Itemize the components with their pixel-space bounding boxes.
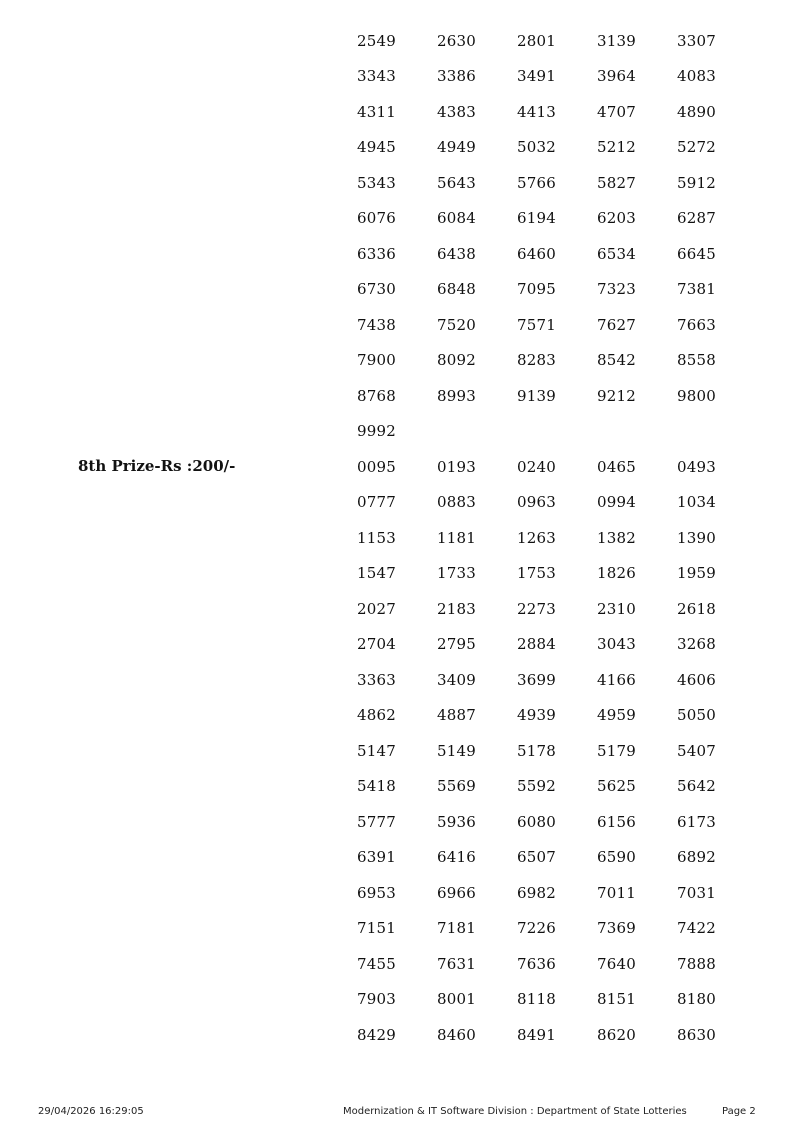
- winning-number: 5272: [677, 138, 716, 157]
- winning-number: 5343: [357, 173, 396, 192]
- number-row: [357, 130, 757, 166]
- number-row: [357, 449, 757, 485]
- winning-number: 1034: [677, 493, 716, 512]
- number-row: [357, 236, 757, 272]
- winning-number: 8460: [437, 1025, 476, 1044]
- winning-number: 7888: [677, 954, 716, 973]
- winning-number: 3386: [437, 67, 476, 86]
- winning-number: 3139: [597, 31, 636, 50]
- winning-number: 6336: [357, 244, 396, 263]
- winning-number: 7422: [677, 919, 716, 938]
- winning-number: 9212: [597, 386, 636, 405]
- winning-number: 8180: [677, 990, 716, 1009]
- winning-number: 8620: [597, 1025, 636, 1044]
- winning-number: 2310: [597, 599, 636, 618]
- winning-number: 1733: [437, 564, 476, 583]
- winning-number: 6848: [437, 280, 476, 299]
- winning-number: 5032: [517, 138, 556, 157]
- prize-label: 8th Prize-Rs :200/-: [78, 457, 236, 475]
- winning-number: 2618: [677, 599, 716, 618]
- winning-number: 2273: [517, 599, 556, 618]
- winning-number: 6645: [677, 244, 716, 263]
- winning-number: 5418: [357, 777, 396, 796]
- number-row: [357, 520, 757, 556]
- winning-number: 3363: [357, 670, 396, 689]
- winning-number: 9992: [357, 422, 396, 441]
- winning-number: 1826: [597, 564, 636, 583]
- number-row: [357, 1017, 757, 1053]
- number-row: [357, 698, 757, 734]
- number-row: [357, 485, 757, 521]
- winning-number: 0240: [517, 457, 556, 476]
- winning-number: 7369: [597, 919, 636, 938]
- footer-page-number: Page 2: [722, 1106, 756, 1117]
- number-row: [357, 307, 757, 343]
- winning-number: 6203: [597, 209, 636, 228]
- winning-number: 5912: [677, 173, 716, 192]
- winning-number: 8558: [677, 351, 716, 370]
- winning-number: 6590: [597, 848, 636, 867]
- winning-number: 2801: [517, 31, 556, 50]
- winning-number: 5827: [597, 173, 636, 192]
- number-row: [357, 591, 757, 627]
- number-row: [357, 343, 757, 379]
- winning-number: 7438: [357, 315, 396, 334]
- footer-division: Modernization & IT Software Division : Department of State Lotteries: [343, 1106, 687, 1117]
- winning-number: 2795: [437, 635, 476, 654]
- winning-number: 7151: [357, 919, 396, 938]
- winning-number: 1153: [357, 528, 396, 547]
- winning-number: 1390: [677, 528, 716, 547]
- number-row: [357, 875, 757, 911]
- winning-number: 8118: [517, 990, 556, 1009]
- winning-number: 5777: [357, 812, 396, 831]
- winning-number: 8542: [597, 351, 636, 370]
- winning-number: 5569: [437, 777, 476, 796]
- winning-number: 1753: [517, 564, 556, 583]
- winning-number: 6194: [517, 209, 556, 228]
- number-row: [357, 23, 757, 59]
- winning-number: 6173: [677, 812, 716, 831]
- winning-number: 6391: [357, 848, 396, 867]
- winning-number: 8092: [437, 351, 476, 370]
- winning-number: 5407: [677, 741, 716, 760]
- winning-number: 0883: [437, 493, 476, 512]
- winning-number: 7520: [437, 315, 476, 334]
- winning-number: 7095: [517, 280, 556, 299]
- winning-number: 9139: [517, 386, 556, 405]
- winning-number: 7181: [437, 919, 476, 938]
- winning-number: 7631: [437, 954, 476, 973]
- winning-number: 5625: [597, 777, 636, 796]
- winning-number: 7455: [357, 954, 396, 973]
- winning-number: 5643: [437, 173, 476, 192]
- winning-number: 1263: [517, 528, 556, 547]
- number-row: [357, 272, 757, 308]
- winning-number: 8491: [517, 1025, 556, 1044]
- winning-number: 2630: [437, 31, 476, 50]
- winning-number: 6534: [597, 244, 636, 263]
- number-row: [357, 165, 757, 201]
- winning-number: 0777: [357, 493, 396, 512]
- winning-number: 5212: [597, 138, 636, 157]
- winning-number: 1547: [357, 564, 396, 583]
- number-row: [357, 911, 757, 947]
- winning-number: 4606: [677, 670, 716, 689]
- winning-number: 7636: [517, 954, 556, 973]
- winning-number: 5147: [357, 741, 396, 760]
- winning-number: 2884: [517, 635, 556, 654]
- winning-number: 7381: [677, 280, 716, 299]
- winning-number: 4939: [517, 706, 556, 725]
- winning-number: 4707: [597, 102, 636, 121]
- winning-number: 7640: [597, 954, 636, 973]
- winning-number: 4890: [677, 102, 716, 121]
- winning-number: 6507: [517, 848, 556, 867]
- winning-number: 8283: [517, 351, 556, 370]
- winning-numbers-grid: [357, 449, 757, 1053]
- winning-number: 5936: [437, 812, 476, 831]
- winning-number: 3343: [357, 67, 396, 86]
- winning-number: 5179: [597, 741, 636, 760]
- winning-number: 7903: [357, 990, 396, 1009]
- winning-number: 5178: [517, 741, 556, 760]
- winning-number: 4862: [357, 706, 396, 725]
- winning-number: 6287: [677, 209, 716, 228]
- winning-number: 3964: [597, 67, 636, 86]
- winning-number: 7031: [677, 883, 716, 902]
- winning-number: 0493: [677, 457, 716, 476]
- winning-number: 5149: [437, 741, 476, 760]
- winning-number: 7900: [357, 351, 396, 370]
- winning-number: 6076: [357, 209, 396, 228]
- winning-number: 6460: [517, 244, 556, 263]
- winning-number: 7571: [517, 315, 556, 334]
- winning-number: 9800: [677, 386, 716, 405]
- number-row: [357, 201, 757, 237]
- number-row: [357, 59, 757, 95]
- winning-number: 5050: [677, 706, 716, 725]
- winning-number: 5766: [517, 173, 556, 192]
- number-row: [357, 804, 757, 840]
- number-row: [357, 840, 757, 876]
- number-row: [357, 733, 757, 769]
- winning-number: 6730: [357, 280, 396, 299]
- winning-number: 2549: [357, 31, 396, 50]
- number-row: [357, 378, 757, 414]
- winning-number: 3043: [597, 635, 636, 654]
- winning-number: 2704: [357, 635, 396, 654]
- number-row: [357, 627, 757, 663]
- winning-number: 4945: [357, 138, 396, 157]
- winning-number: 8151: [597, 990, 636, 1009]
- winning-number: 6953: [357, 883, 396, 902]
- winning-number: 4949: [437, 138, 476, 157]
- number-row: [357, 982, 757, 1018]
- winning-number: 6156: [597, 812, 636, 831]
- winning-number: 0994: [597, 493, 636, 512]
- footer-datetime: 29/04/2026 16:29:05: [38, 1106, 144, 1117]
- winning-number: 0095: [357, 457, 396, 476]
- winning-number: 8429: [357, 1025, 396, 1044]
- number-row: [357, 556, 757, 592]
- winning-number: 3268: [677, 635, 716, 654]
- winning-number: 8630: [677, 1025, 716, 1044]
- winning-number: 7226: [517, 919, 556, 938]
- winning-number: 1181: [437, 528, 476, 547]
- number-row: [357, 769, 757, 805]
- winning-number: 3699: [517, 670, 556, 689]
- winning-number: 7011: [597, 883, 636, 902]
- winning-number: 2183: [437, 599, 476, 618]
- winning-number: 4887: [437, 706, 476, 725]
- winning-number: 5592: [517, 777, 556, 796]
- winning-number: 6966: [437, 883, 476, 902]
- winning-number: 4166: [597, 670, 636, 689]
- winning-number: 0193: [437, 457, 476, 476]
- winning-number: 6080: [517, 812, 556, 831]
- winning-number: 6416: [437, 848, 476, 867]
- winning-number: 7663: [677, 315, 716, 334]
- number-row: [357, 414, 757, 450]
- winning-number: 8993: [437, 386, 476, 405]
- number-row: [357, 946, 757, 982]
- winning-number: 0963: [517, 493, 556, 512]
- winning-number: 3307: [677, 31, 716, 50]
- number-row: [357, 94, 757, 130]
- winning-number: 6982: [517, 883, 556, 902]
- winning-number: 0465: [597, 457, 636, 476]
- winning-number: 4413: [517, 102, 556, 121]
- winning-number: 6892: [677, 848, 716, 867]
- winning-number: 5642: [677, 777, 716, 796]
- winning-number: 4959: [597, 706, 636, 725]
- winning-number: 1382: [597, 528, 636, 547]
- winning-number: 7627: [597, 315, 636, 334]
- winning-number: 6084: [437, 209, 476, 228]
- winning-number: 8768: [357, 386, 396, 405]
- winning-number: 1959: [677, 564, 716, 583]
- winning-number: 4083: [677, 67, 716, 86]
- winning-number: 2027: [357, 599, 396, 618]
- winning-number: 4383: [437, 102, 476, 121]
- winning-number: 8001: [437, 990, 476, 1009]
- winning-number: 6438: [437, 244, 476, 263]
- winning-number: 4311: [357, 102, 396, 121]
- winning-number: 7323: [597, 280, 636, 299]
- winning-number: 3491: [517, 67, 556, 86]
- winning-number: 3409: [437, 670, 476, 689]
- winning-numbers-grid: [357, 23, 757, 449]
- number-row: [357, 662, 757, 698]
